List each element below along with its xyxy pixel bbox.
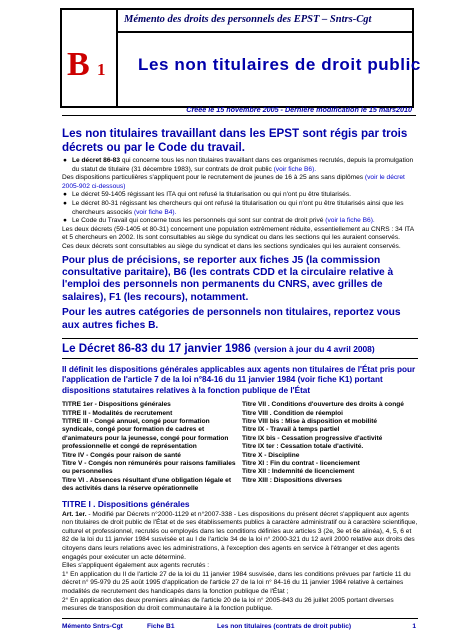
fiche-code (62, 10, 118, 106)
toc-item[interactable]: Titre VIII . Condition de réemploi (242, 409, 343, 417)
toc-item[interactable]: Titre XIII : Dispositions diverses (242, 476, 342, 484)
paragraph-jeunes (62, 174, 418, 191)
toc-item[interactable]: Titre IX bis - Cessation progressive d'activité (242, 434, 383, 442)
bullet-icon: ● (63, 157, 67, 164)
header-divider (118, 31, 412, 33)
toc-item[interactable]: Titre XII : Indemnité de licenciement (242, 468, 355, 476)
bullet-icon: ● (63, 191, 67, 199)
paragraph-jeunes-text: Des dispositions particulières s'appliquent pour le recrutement de jeunes de 16 à 25 ans sans diplômes (62, 174, 365, 182)
table-of-contents (62, 401, 418, 493)
bullet-decret-86-83 (62, 157, 418, 174)
header-rule (62, 115, 416, 116)
toc-item[interactable]: Titre VIII bis : Mise à disposition et mobilité (242, 418, 378, 425)
bullet-code-travail (62, 217, 418, 226)
page-footer (62, 618, 418, 630)
section-divider (62, 338, 418, 339)
decret-intro: Il définit les dispositions générales applicables aux agents non titulaires de l'État pris pour l'application de l'article 7 de la loi n°84-16 du 11 janvier 1984 (voir fiche K1) portant dispositions statutaires relatives à la fonction publique de l'État (62, 364, 416, 395)
toc-item[interactable]: TITRE III - Congé annuel, congé pour formation syndicale, congé pour formation de cadres et d'animateurs pour la jeunesse, congé pour formation professionnelle et congé de représentation (62, 418, 229, 451)
note-precisions: Pour plus de précisions, se reporter aux fiches J5 (la commission consultative paritaire), B6 (les contrats CDD et la circulaire relative à l'emploi des personnels non permanents du CNRS, avec grilles de salaires), F1 (les recours), notamment. (62, 254, 394, 303)
bullet-bold: Le décret 86-83 (72, 157, 121, 164)
decret-heading (62, 342, 418, 356)
link-fiche-b6[interactable]: (voir fiche B6). (273, 165, 317, 173)
bullet-text: Le Code du Travail qui concerne tous les personnels qui sont sur contrat de droit privé (72, 217, 326, 225)
section-regimes-body (62, 157, 418, 252)
link-fiche-b4[interactable]: (voir fiche B4). (133, 208, 177, 216)
bullet-text: qui concerne tous les non titulaires travaillant dans ces organismes recrutés, depuis la promulgation du statut de titulaire (31 décembre 1983), sur contrats de droit public (72, 157, 414, 173)
paragraph-agents-recrutes: Elles s'appliquent également aux agents recrutés : (62, 562, 210, 570)
bullet-text: Le décret 80-31 régissant les chercheurs qui ont refusé la titularisation ou qui n'ont pu être titularisés ainsi que les chercheurs associés (72, 199, 404, 216)
link-fiche-b6[interactable]: (voir la fiche B6). (325, 217, 375, 225)
fiche-code-letter: B (67, 46, 90, 83)
page-title: Les non titulaires de droit public (138, 55, 421, 74)
fiche-code-number: 1 (97, 60, 106, 79)
article-1-label: Art. 1er. (62, 510, 87, 518)
toc-item[interactable]: Titre V - Congés non rémunérés pour raisons familiales ou personnelles (62, 460, 236, 476)
toc-left-column (62, 401, 238, 493)
titre-1-heading: TITRE I . Dispositions générales (62, 498, 190, 509)
toc-item[interactable]: Titre X - Discipline (242, 451, 300, 459)
toc-item[interactable]: Titre IX - Travail à temps partiel (242, 426, 340, 434)
article-1 (62, 511, 418, 563)
bullet-decret-80-31 (62, 200, 418, 217)
decret-version: (version à jour du 4 avril 2008) (254, 343, 375, 354)
paragraph-population: Les deux décrets (59-1405 et 80-31) concernent une population extrêmement réduite, essentiellement au CNRS : 34 ITA et 5 chercheurs en 2002. Ils sont consultables au siège du syndicat ou dans les sections qui les auraient conservés. (62, 225, 414, 242)
bullet-decret-59-1405 (62, 191, 418, 200)
paragraph-consultables: Ces deux décrets sont consultables au siège du syndicat et dans les sections syndicales qui les auraient conservés. (62, 242, 401, 250)
main-content (62, 122, 418, 614)
section-divider (62, 358, 418, 359)
toc-item[interactable]: Titre IX ter : Cessation totale d'activité. (242, 443, 364, 451)
decret-title: Le Décret 86-83 du 17 janvier 1986 (62, 341, 251, 355)
paragraph-item-1: 1° En application du II de l'article 27 de la loi du 11 janvier 1984 susvisée, dans les conditions prévues par l'article 11 du décret n° 95-979 du 25 août 1995 d'application de l'article 27 de la loi n° 84-16 du 11 janvier 1984 relative à certaines modalités de recrutement des handicapés dans la fonction publique de l'État ; (62, 570, 411, 595)
memento-subtitle: Mémento des droits des personnels des EPST – Sntrs-Cgt (124, 14, 372, 25)
page-number: 1 (412, 623, 416, 630)
footer-subject: Les non titulaires (contrats de droit public) (217, 623, 352, 630)
header-box (60, 8, 421, 108)
section-heading-regimes: Les non titulaires travaillant dans les EPST sont régis par trois décrets ou par le Code du travail. (62, 127, 408, 154)
paragraph-item-2: 2° En application des deux premiers alinéas de l'article 20 de la loi n° 2005-843 du 26 juillet 2005 portant diverses mesures de transposition du droit communautaire à la fonction publique. (62, 596, 394, 613)
link-decret-2005-902[interactable]: (voir le décret 2005-902 ci-dessous) (62, 174, 405, 190)
toc-item[interactable]: Titre XI : Fin du contrat - licenciement (242, 460, 360, 468)
bullet-text: Le décret 59-1405 régissant les ITA qui ont refusé la titularisation ou qui n'ont pu être titularisés. (72, 191, 351, 199)
footer-fiche: Fiche B1 (147, 623, 175, 630)
toc-item[interactable]: TITRE II - Modalités de recrutement (62, 409, 173, 417)
note-autres-categories: Pour les autres catégories de personnels non titulaires, reportez vous aux autres fiches B. (62, 307, 401, 331)
toc-item[interactable]: TITRE 1er - Dispositions générales (62, 401, 171, 409)
toc-item[interactable]: Titre VII . Conditions d'ouverture des droits à congé (242, 401, 404, 409)
toc-right-column (238, 401, 418, 493)
bullet-icon: ● (63, 217, 67, 225)
article-1-text: - Modifié par Décrets n°2000-1129 et n°2007-338 - Les dispositions du présent décret s'appliquent aux agents non titulaires de droit public de l'État et de ses établissements publics à caractère administratif ou à caractère scientifique, culturel et professionnel, recrutés ou employés dans les conditions définies aux articles 3 (2e, 3e et 6e alinéa), 4, 5, 6 et 82 de la loi du 11 janvier 1984 susvisée et au I de l'article 34 de la loi n° 2000-321 du 12 avril 2000 relative aux droits des citoyens dans leurs relations avec les administrations, à l'exception des agents en service à l'étranger et des agents engagés pour exécuter un acte déterminé. (62, 510, 418, 561)
footer-memento: Mémento Sntrs-Cgt (62, 623, 123, 630)
toc-item[interactable]: Titre IV - Congés pour raison de santé (62, 451, 181, 459)
bullet-icon: ● (63, 199, 67, 207)
creation-date: Créée le 15 novembre 2005 - Dernière modification le 15 mars2010 (186, 105, 412, 114)
toc-item[interactable]: Titre VI . Absences résultant d'une obligation légale et des activités dans la réserve opérationnelle (62, 476, 232, 493)
titre-1-body (62, 511, 418, 614)
